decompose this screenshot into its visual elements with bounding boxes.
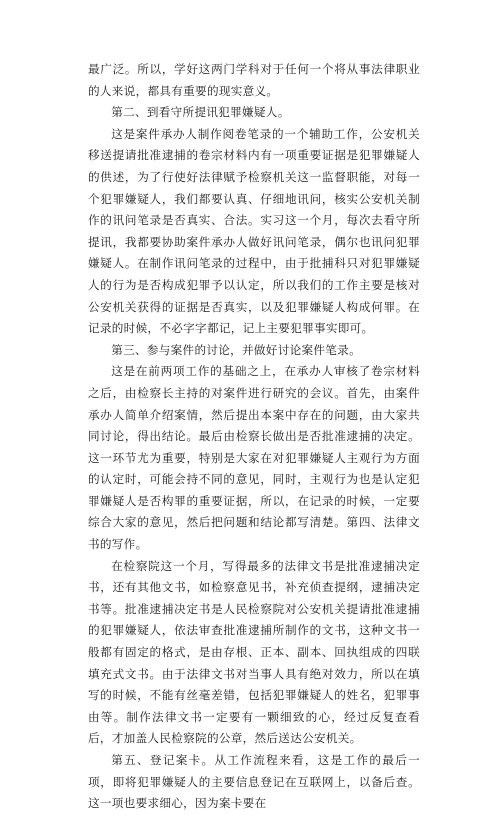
paragraph-body: 在检察院这一个月，写得最多的法律文书是批准逮捕决定书，还有其他文书，如检察意见书，补充侦查提纲，逮捕决定书等。批准逮捕决定书是人民检察院对公安机关提请批准逮捕的犯罪嫌疑人，依法审查批准逮捕所制作的文书，这种文书一般都有固定的格式，是由存根、正本、副本、回执组成的四联填充式文书。由于法律文书对当事人具有绝对效力，所以在填写的时候，不能有丝毫差错，包括犯罪嫌疑人的姓名，犯罪事由等。制作法律文书一定要有一颗细致的心，经过反复查看后，才加盖人民检察院的公章，然后送达公安机关。 bbox=[88, 558, 420, 746]
section-heading-2: 第二、到看守所提讯犯罪嫌疑人。 bbox=[111, 105, 290, 120]
section-heading-3: 第三、参与案件的讨论，并做好讨论案件笔录。 bbox=[111, 342, 361, 357]
paragraph-body: 这是案件承办人制作阅卷笔录的一个辅助工作，公安机关移送提请批准逮捕的卷宗材料内有一项重要证据是犯罪嫌疑人的供述，为了行使好法律赋予检察机关这一监督职能，对每一个犯罪嫌疑人，我们都要认真、仔细地讯问，核实公安机关制作的讯问笔录是否真实、合法。实习这一个月，每次去看守所提讯，我都要协助案件承办人做好讯问笔录，偶尔也讯问犯罪嫌疑人。在制作讯问笔录的过程中，由于批捕科只对犯罪嫌疑人的行为是否构成犯罪予以认定，所以我们的工作主要是核对公安机关获得的证据是否真实，以及犯罪嫌疑人构成何罪。在记录的时候，不必字字都记，记上主要犯罪事实即可。 bbox=[88, 126, 420, 336]
paragraph-body: 这是在前两项工作的基础之上，在承办人审核了卷宗材料之后，由检察长主持的对案件进行研究的会议。首先，由案件承办人简单介绍案情，然后提出本案中存在的问题，由大家共同讨论，得出结论。最后由检察长做出是否批准逮捕的决定。这一环节尤为重要，特别是大家在对犯罪嫌疑人主观行为方面的认定时，可能会持不同的意见，同时，主观行为也是认定犯罪嫌疑人是否构罪的重要证据，所以，在记录的时候，一定要综合大家的意见，然后把问题和结论都写清楚。第四、法律文书的写作。 bbox=[88, 364, 420, 552]
document-body bbox=[88, 59, 420, 815]
paragraph-continuation: 最广泛。所以，学好这两门学科对于任何一个将从事法律职业的人来说，都具有重要的现实意义。 bbox=[88, 62, 420, 98]
paragraph-body: 第五、登记案卡。从工作流程来看，这是工作的最后一项，即将犯罪嫌疑人的主要信息登记在互联网上，以备后查。这一项也要求细心，因为案卡要在 bbox=[88, 753, 420, 811]
